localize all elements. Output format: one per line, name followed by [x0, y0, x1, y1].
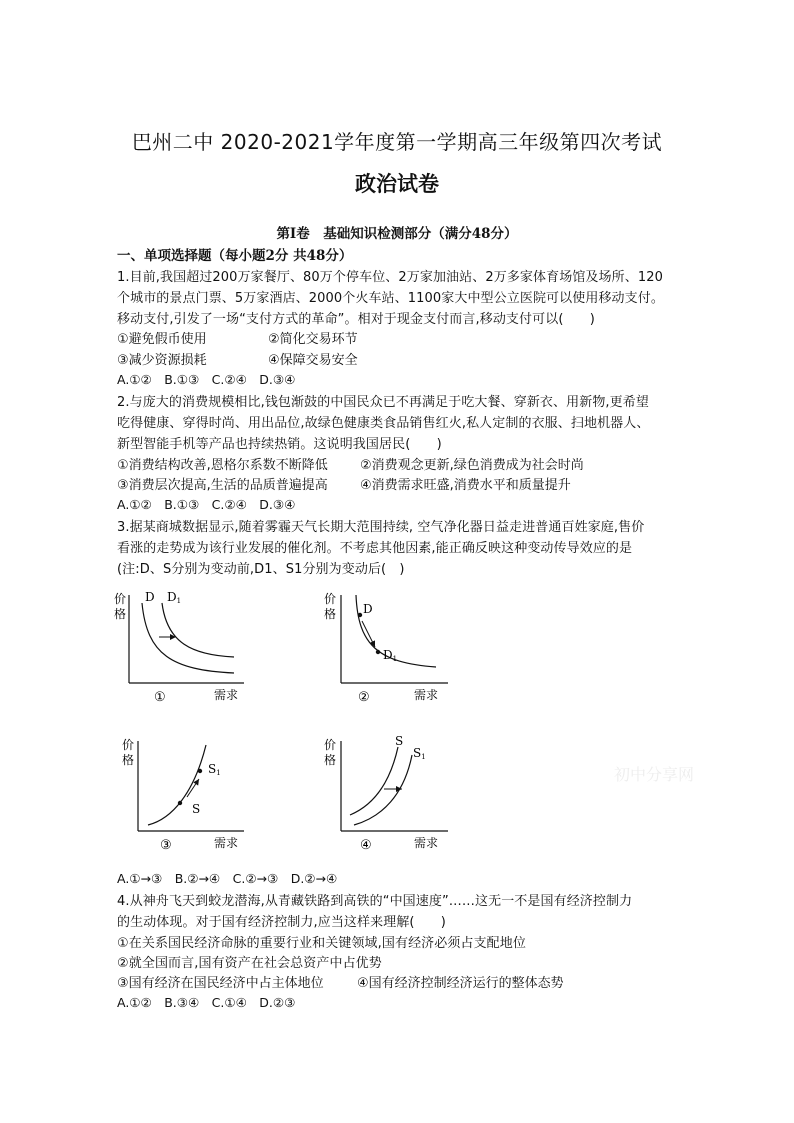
q3-line-1: 3.据某商城数据显示,随着雾霾天气长期大范围持续, 空气净化器日益走进普通百姓家庭,售价 [117, 520, 645, 535]
graph-number: ② [358, 690, 370, 705]
curve-d1-label: D1 [167, 590, 182, 605]
x-label: 需求 [414, 688, 439, 702]
x-label: 需求 [214, 688, 239, 702]
x-label: 需求 [214, 836, 239, 850]
q4-line-4: ②就全国而言,国有资产在社会总资产中占优势 [117, 956, 382, 971]
y-label-bottom: 格 [122, 753, 135, 767]
curve-d1 [162, 603, 234, 657]
point-s1 [198, 769, 202, 773]
q2-option-3: ③消费层次提高,生活的品质普遍提高 [117, 478, 328, 493]
curve-d1-label: D1 [383, 648, 398, 663]
q2-line-2: 吃得健康、穿得时尚、用出品位,故绿色健康类食品销售红火,私人定制的衣服、扫地机器人、 [117, 416, 650, 431]
q2-option-4: ④消费需求旺盛,消费水平和质量提升 [360, 478, 571, 493]
q3-line-2: 看涨的走势成为该行业发展的催化剂。不考虑其他因素,能正确反映这种变动传导效应的是 [117, 541, 633, 556]
q4-line-3: ①在关系国民经济命脉的重要行业和关键领域,国有经济必须占支配地位 [117, 936, 526, 951]
q1-answers: A.①② B.①③ C.②④ D.③④ [117, 372, 296, 387]
curve-s-label: S [192, 802, 201, 816]
q1-line-2: 个城市的景点门票、5万家酒店、2000个火车站、1100家大中型公立医院可以使用移动支付。 [117, 291, 664, 306]
x-label: 需求 [414, 836, 439, 850]
q4-option-4: ④国有经济控制经济运行的整体态势 [357, 976, 564, 991]
y-label-bottom: 格 [324, 753, 337, 767]
point-s [178, 801, 182, 805]
y-label-top: 价 [324, 592, 337, 606]
q1-option-2: ②简化交易环节 [268, 332, 358, 347]
y-label-bottom: 格 [324, 607, 337, 621]
y-label-top: 价 [114, 592, 127, 606]
graph-4 [316, 733, 456, 855]
q2-answers: A.①② B.①③ C.②④ D.③④ [117, 497, 296, 512]
q3-line-3: (注:D、S分别为变动前,D1、S1分别为变动后( ) [117, 562, 405, 577]
curve-s1-label: S1 [413, 746, 426, 761]
curve-d-label: D [363, 602, 373, 616]
curve-s-label: S [395, 734, 404, 748]
q4-answers: A.①② B.③④ C.①④ D.②③ [117, 995, 296, 1010]
watermark: 初中分享网 [614, 765, 695, 784]
y-label-top: 价 [122, 738, 135, 752]
q1-option-3: ③减少资源损耗 [117, 353, 207, 368]
curve-s1 [354, 755, 412, 825]
q3-answers: A.①→③ B.②→④ C.②→③ D.②→④ [117, 871, 338, 886]
point-d1 [376, 650, 380, 654]
q1-line-3: 移动支付,引发了一场“支付方式的革命”。相对于现金支付而言,移动支付可以( ) [117, 312, 595, 327]
curve-d [142, 603, 234, 673]
exam-title: 巴州二中 2020-2021学年度第一学期高三年级第四次考试 [131, 130, 663, 154]
q4-line-2: 的生动体现。对于国有经济控制力,应当这样来理解( ) [117, 915, 446, 930]
graph-2 [316, 585, 456, 705]
curve-s [350, 747, 398, 815]
q2-option-2: ②消费观念更新,绿色消费成为社会时尚 [360, 458, 584, 473]
y-label-top: 价 [324, 738, 337, 752]
point-d [358, 613, 362, 617]
graph-number: ③ [160, 838, 172, 853]
curve-d-label: D [145, 590, 155, 604]
q2-line-3: 新型智能手机等产品也持续热销。这说明我国居民( ) [117, 437, 442, 452]
q2-line-1: 2.与庞大的消费规模相比,钱包渐鼓的中国民众已不再满足于吃大餐、穿新衣、用新物,更希望 [117, 395, 649, 410]
q1-option-1: ①避免假币使用 [117, 332, 207, 347]
exam-subtitle: 政治试卷 [355, 171, 439, 196]
graph-number: ④ [360, 838, 372, 853]
section-heading: 一、单项选择题（每小题2分 共48分） [117, 248, 353, 264]
graph-number: ① [154, 690, 166, 705]
q2-option-1: ①消费结构改善,恩格尔系数不断降低 [117, 458, 328, 473]
curve-s1-label: S1 [208, 762, 221, 777]
q1-line-1: 1.目前,我国超过200万家餐厅、80万个停车位、2万家加油站、2万多家体育场馆及场所、120 [117, 270, 663, 285]
q4-option-3: ③国有经济在国民经济中占主体地位 [117, 976, 324, 991]
y-label-bottom: 格 [114, 607, 127, 621]
graph-3 [112, 733, 252, 855]
q1-option-4: ④保障交易安全 [268, 353, 358, 368]
graph-1 [112, 585, 252, 705]
q4-line-1: 4.从神舟飞天到蛟龙潜海,从青藏铁路到高铁的“中国速度”……这无一不是国有经济控制力 [117, 894, 633, 909]
part-heading: 第Ⅰ卷 基础知识检测部分（满分48分） [276, 226, 518, 242]
